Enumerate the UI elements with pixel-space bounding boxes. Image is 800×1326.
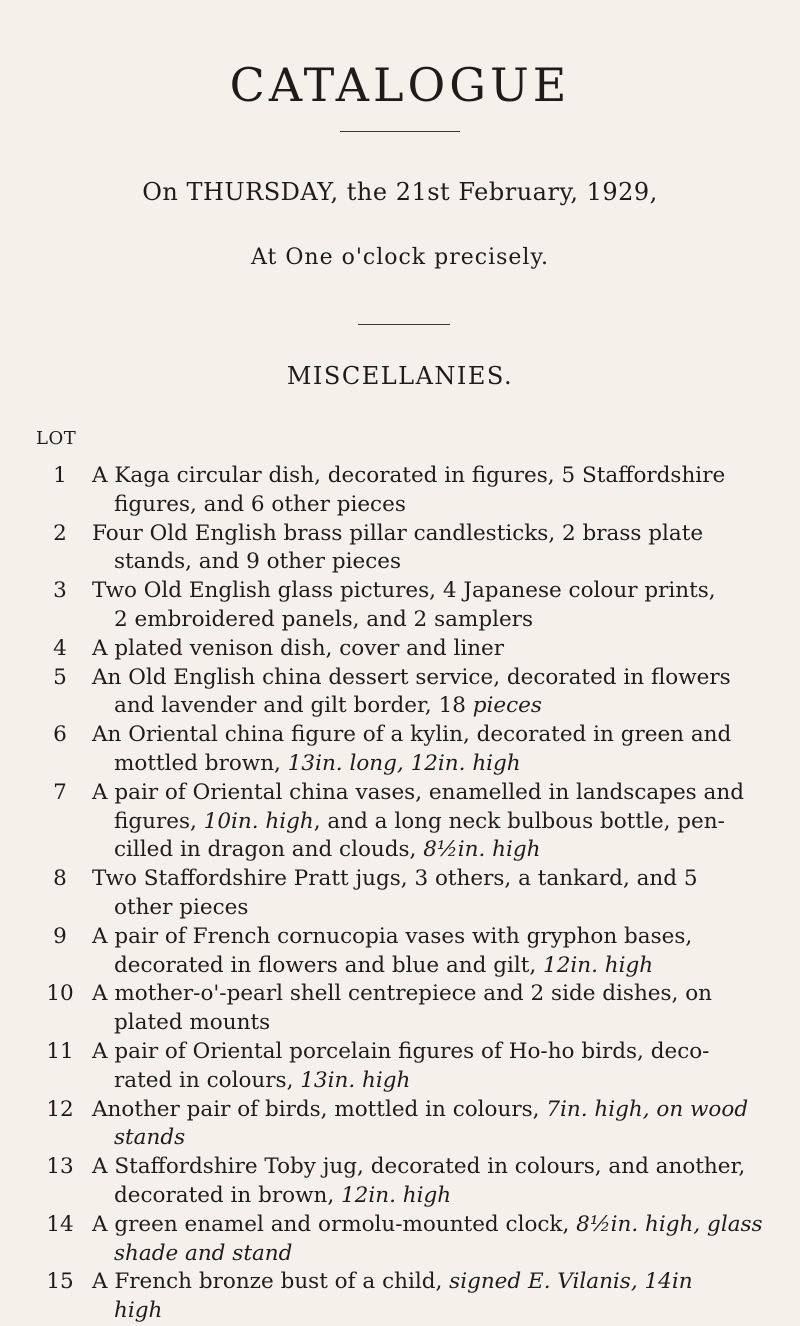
lot-measure: 13in. high xyxy=(300,1067,411,1093)
lot-description xyxy=(82,520,778,578)
lot-list xyxy=(38,462,778,1326)
lot-text: An Oriental china figure of a kylin, decorated in green and xyxy=(92,722,732,748)
lot-measure: pieces xyxy=(472,693,542,719)
lot-description xyxy=(82,721,778,779)
catalogue-title: CATALOGUE xyxy=(229,58,571,112)
title-divider xyxy=(340,131,460,132)
lot-text: A Staffordshire Toby jug, decorated in colours, and another, xyxy=(92,1154,746,1180)
lot-entry xyxy=(38,923,778,981)
lot-continuation: figures, xyxy=(114,808,204,834)
lot-continuation: mottled brown, xyxy=(114,750,288,776)
lot-number: 7 xyxy=(53,779,67,805)
lot-measure: 10in. high xyxy=(203,808,314,834)
lot-entry xyxy=(38,1096,778,1154)
lot-entry xyxy=(38,1038,778,1096)
lot-text: A mother-o'-pearl shell centrepiece and 2 side dishes, on xyxy=(92,981,713,1007)
section-heading: MISCELLANIES. xyxy=(286,362,514,390)
lot-entry xyxy=(38,520,778,578)
lot-continuation: stands, and 9 other pieces xyxy=(114,549,402,575)
lot-text: Four Old English brass pillar candlesticks, 2 brass plate xyxy=(92,520,704,546)
lot-text: A pair of French cornucopia vases with gryphon bases, xyxy=(92,923,693,949)
lot-continuation: plated mounts xyxy=(114,1010,271,1036)
lot-measure: 12in. high xyxy=(341,1182,452,1208)
lot-measure: 8½in. high xyxy=(423,837,541,863)
lot-number: 1 xyxy=(53,463,67,488)
lot-entry xyxy=(38,865,778,923)
lot-entry xyxy=(38,779,778,865)
lot-description xyxy=(82,779,778,865)
lot-entry xyxy=(38,635,778,664)
lot-number: 6 xyxy=(53,722,67,748)
lot-entry xyxy=(38,577,778,635)
lot-description xyxy=(82,980,778,1038)
lot-text: A pair of Oriental porcelain figures of Ho-ho birds, deco- xyxy=(92,1038,710,1064)
lot-entry xyxy=(38,1153,778,1211)
lot-entry xyxy=(38,721,778,779)
lot-entry xyxy=(38,1211,778,1269)
lot-entry xyxy=(38,664,778,722)
lot-description xyxy=(82,577,778,635)
lot-continuation: , and a long neck bulbous bottle, pen- xyxy=(313,808,725,834)
lot-text: Two Old English glass pictures, 4 Japanese colour prints, xyxy=(92,578,716,604)
lot-number: 9 xyxy=(53,923,67,949)
lot-number: 4 xyxy=(53,635,67,661)
lot-text-italic: 7in. high, on wood xyxy=(546,1096,749,1122)
lot-measure: high xyxy=(114,1298,163,1324)
lot-number: 13 xyxy=(46,1154,74,1180)
lot-number: 5 xyxy=(53,664,67,690)
lot-number: 15 xyxy=(46,1269,74,1295)
lot-text: A pair of Oriental china vases, enamelled in landscapes and xyxy=(92,779,744,805)
lot-text: A French bronze bust of a child, xyxy=(92,1269,450,1295)
lot-description xyxy=(82,462,778,520)
lot-description xyxy=(82,1211,778,1269)
lot-column-label: LOT xyxy=(36,428,77,449)
lot-measure: shade and stand xyxy=(114,1240,293,1266)
lot-measure: 12in. high xyxy=(543,952,654,978)
lot-number: 2 xyxy=(53,520,67,546)
lot-number: 8 xyxy=(53,866,67,892)
lot-number: 11 xyxy=(46,1038,74,1064)
lot-description xyxy=(82,1153,778,1211)
lot-entry xyxy=(38,1268,778,1326)
lot-description xyxy=(82,1096,778,1154)
lot-text: Another pair of birds, mottled in colours, xyxy=(92,1096,547,1122)
lot-number: 12 xyxy=(46,1096,74,1122)
lot-entry xyxy=(38,980,778,1038)
lot-continuation: figures, and 6 other pieces xyxy=(114,491,406,517)
lot-continuation: decorated in brown, xyxy=(114,1182,341,1208)
lot-text: Two Staffordshire Pratt jugs, 3 others, a tankard, and 5 xyxy=(92,866,698,892)
lot-number: 14 xyxy=(46,1211,74,1237)
lot-text: A green enamel and ormolu-mounted clock, xyxy=(92,1211,577,1237)
lot-continuation: 2 embroidered panels, and 2 samplers xyxy=(114,606,533,632)
lot-continuation: cilled in dragon and clouds, xyxy=(114,837,424,863)
lot-description xyxy=(82,664,778,722)
lot-text: A plated venison dish, cover and liner xyxy=(92,635,505,661)
lot-text-italic: 8½in. high, glass xyxy=(576,1211,763,1237)
lot-measure: 13in. long, 12in. high xyxy=(287,750,521,776)
lot-description xyxy=(82,1268,778,1326)
lot-text-italic: signed E. Vilanis, 14in xyxy=(449,1269,693,1295)
lot-continuation: other pieces xyxy=(114,894,249,920)
lot-continuation: decorated in flowers and blue and gilt, xyxy=(114,952,544,978)
lot-number: 10 xyxy=(46,981,74,1007)
lot-description xyxy=(82,923,778,981)
lot-description xyxy=(82,865,778,923)
lot-continuation: rated in colours, xyxy=(114,1067,301,1093)
lot-description xyxy=(82,1038,778,1096)
lot-entry xyxy=(38,462,778,520)
sale-time-line: At One o'clock precisely. xyxy=(251,245,549,270)
section-divider xyxy=(358,324,450,325)
lot-number: 3 xyxy=(53,578,67,604)
lot-description xyxy=(82,635,778,664)
sale-date-line: On THURSDAY, the 21st February, 1929, xyxy=(142,178,658,206)
lot-text: An Old English china dessert service, decorated in flowers xyxy=(92,664,731,690)
lot-continuation: and lavender and gilt border, 18 xyxy=(114,693,473,719)
lot-text: A Kaga circular dish, decorated in figures, 5 Staffordshire xyxy=(92,463,726,488)
lot-measure: stands xyxy=(114,1125,186,1151)
